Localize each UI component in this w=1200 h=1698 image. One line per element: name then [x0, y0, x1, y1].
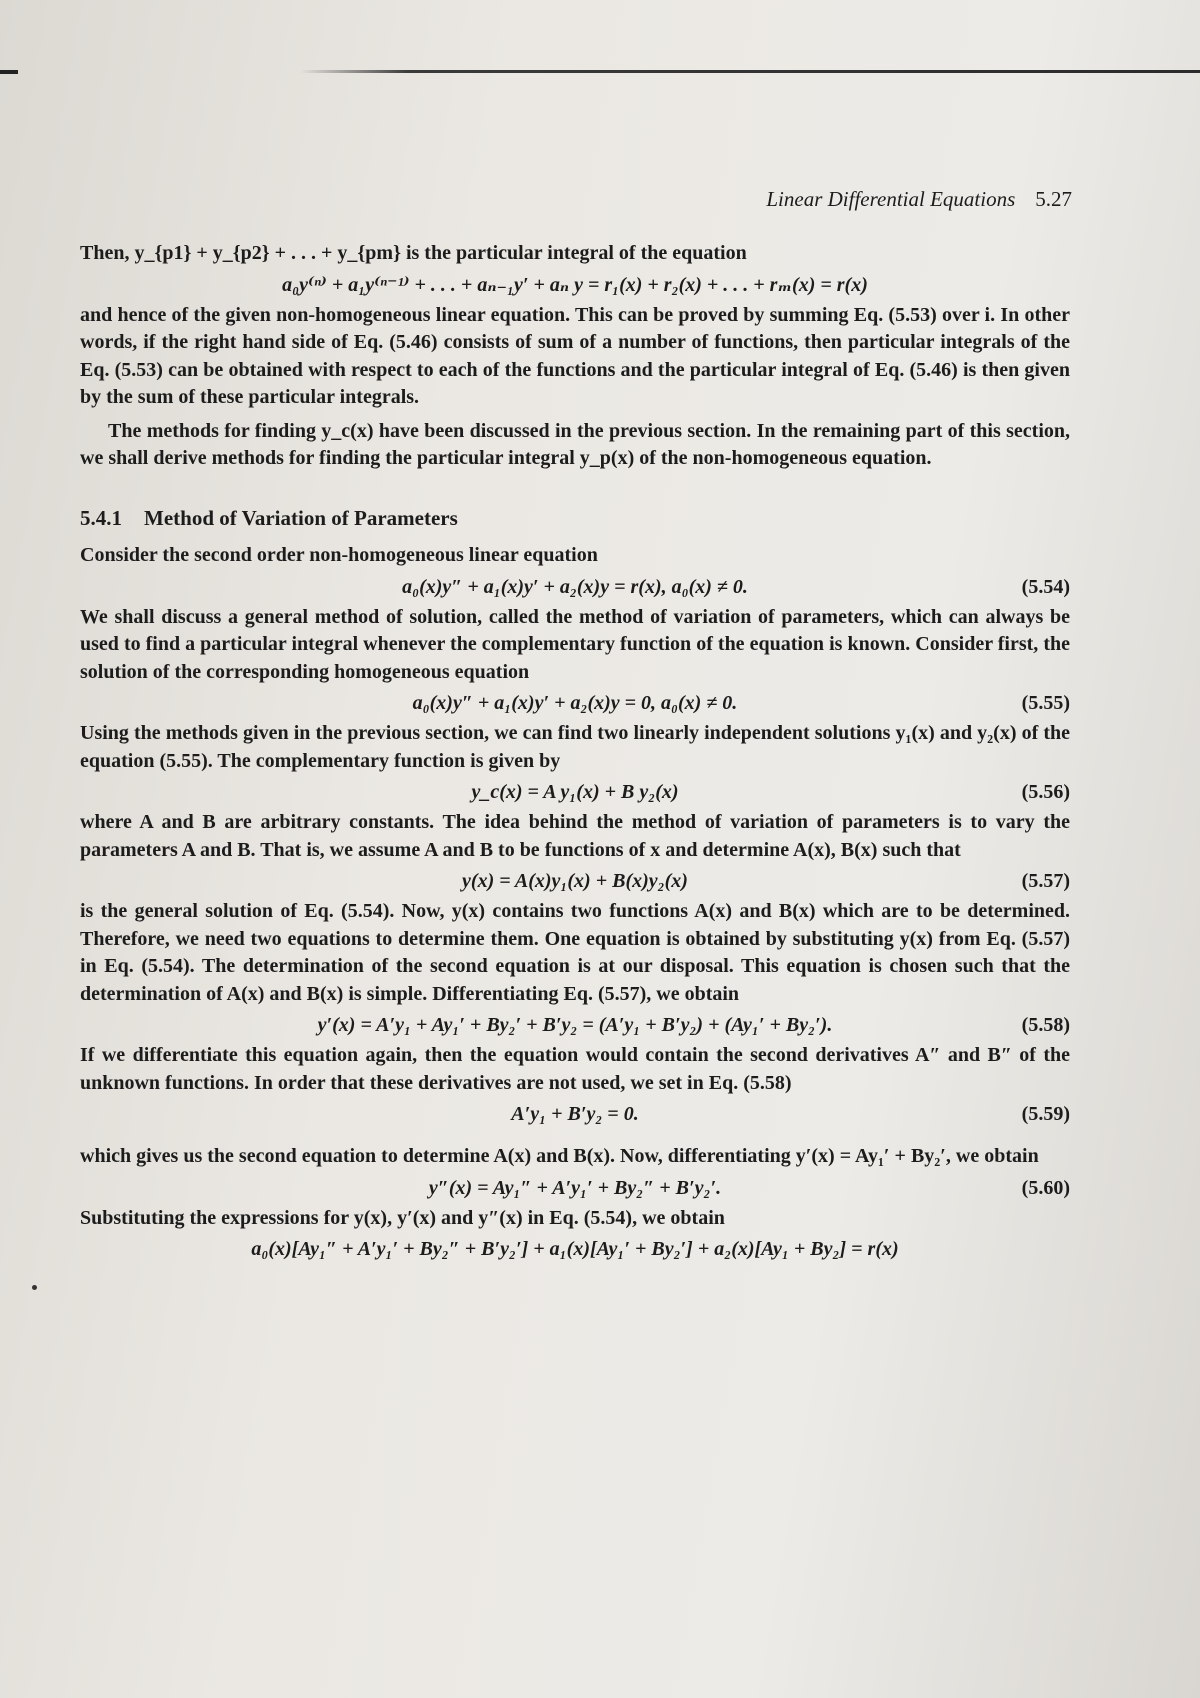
paragraph: where A and B are arbitrary constants. The idea behind the method of variation of parameters is to vary the parameters A and B. That is, we assume A and B to be functions of x and determine A(x), B(x) such that: [80, 811, 1070, 861]
equation: [80, 1171, 1070, 1205]
equation: [80, 570, 1070, 604]
equation-number: (5.54): [1021, 575, 1070, 598]
equation-body: A′y₁ + B′y₂ = 0.: [511, 1103, 639, 1125]
paragraph: If we differentiate this equation again, then the equation would contain the second derivatives A″ and B″ of the unknown functions. In order that these derivatives are not used, we set in Eq. (5.58): [80, 1044, 1070, 1094]
page-number: 5.27: [1035, 187, 1072, 211]
scan-dot-mark: [32, 1285, 37, 1290]
paragraph: and hence of the given non-homogeneous linear equation. This can be proved by summing Eq. (5.53) over i. In other words, if the right hand side of Eq. (5.46) consists of sum of a number of functions, then particular integrals of the Eq. (5.53) can be obtained with respect to each of the functions and the particular integral of Eq. (5.46) is then given by the sum of these particular integrals.: [80, 303, 1070, 408]
equation: [80, 1008, 1070, 1042]
equation-body: y″(x) = Ay₁″ + A′y₁′ + By₂″ + B′y₂′.: [428, 1176, 722, 1199]
paragraph: Then, y_{p1} + y_{p2} + . . . + y_{pm} is the particular integral of the equation: [80, 242, 747, 264]
section-heading: [80, 505, 1070, 533]
equation: [80, 775, 1070, 809]
equation-body: a₀(x)y″ + a₁(x)y′ + a₂(x)y = r(x), a₀(x) ≠ 0.: [402, 575, 748, 598]
running-head-title: Linear Differential Equations: [766, 187, 1016, 211]
equation-number: (5.57): [1021, 870, 1070, 892]
equation-number: (5.56): [1021, 781, 1070, 803]
paragraph: We shall discuss a general method of solution, called the method of variation of parameters, which can always be used to find a particular integral whenever the complementary function of the equation is known. Consider first, the solution of the corresponding homogeneous equation: [80, 605, 1070, 683]
spacer: [80, 1131, 1070, 1143]
equation-number: (5.60): [1021, 1176, 1070, 1199]
page-body: [80, 240, 1070, 1266]
equation: [80, 1232, 1070, 1266]
equation-body: a₀y⁽ⁿ⁾ + a₁y⁽ⁿ⁻¹⁾ + . . . + aₙ₋₁y′ + aₙ y = r₁(x) + r₂(x) + . . . + rₘ(x) = r(x): [282, 273, 868, 296]
paragraph: The methods for finding y_c(x) have been discussed in the previous section. In the remaining part of this section, we shall derive methods for finding the particular integral y_p(x) of the non-homogeneous equation.: [80, 419, 1070, 469]
paragraph: Substituting the expressions for y(x), y′(x) and y″(x) in Eq. (5.54), we obtain: [80, 1206, 725, 1229]
equation-body: y_c(x) = A y₁(x) + B y₂(x): [471, 781, 679, 803]
header-rule: [300, 70, 1200, 73]
equation-number: (5.58): [1021, 1014, 1070, 1036]
equation: [80, 1097, 1070, 1131]
paragraph: which gives us the second equation to determine A(x) and B(x). Now, differentiating y′(x) = Ay₁′ + By₂′, we obtain: [80, 1145, 1039, 1167]
equation: [80, 864, 1070, 898]
paragraph: Using the methods given in the previous section, we can find two linearly independent solutions y₁(x) and y₂(x) of the equation (5.55). The complementary function is given by: [80, 722, 1070, 772]
equation: [80, 686, 1070, 720]
equation-body: a₀(x)[Ay₁″ + A′y₁′ + By₂″ + B′y₂′] + a₁(x)[Ay₁′ + By₂′] + a₂(x)[Ay₁ + By₂] = r(x): [251, 1238, 899, 1260]
section-title: Method of Variation of Parameters: [144, 505, 458, 530]
equation-number: (5.59): [1021, 1103, 1070, 1125]
running-head: [766, 187, 1072, 212]
paragraph: is the general solution of Eq. (5.54). Now, y(x) contains two functions A(x) and B(x) which are to be determined. Therefore, we need two equations to determine them. One equation is obtained by substituting y(x) from Eq. (5.57) in Eq. (5.54). The determination of the second equation is at our disposal. This equation is chosen such that the determination of A(x) and B(x) is simple. Differentiating Eq. (5.57), we obtain: [80, 900, 1070, 1005]
paragraph: Consider the second order non-homogeneous linear equation: [80, 544, 598, 566]
equation-body: y(x) = A(x)y₁(x) + B(x)y₂(x): [462, 870, 688, 892]
scan-edge-mark: [0, 70, 18, 74]
equation-number: (5.55): [1021, 692, 1070, 714]
section-number: 5.4.1: [80, 505, 122, 530]
equation-body: a₀(x)y″ + a₁(x)y′ + a₂(x)y = 0, a₀(x) ≠ 0.: [412, 692, 738, 714]
equation-body: y′(x) = A′y₁ + Ay₁′ + By₂′ + B′y₂ = (A′y₁ + B′y₂) + (Ay₁′ + By₂′).: [317, 1014, 833, 1036]
equation: [80, 268, 1070, 302]
